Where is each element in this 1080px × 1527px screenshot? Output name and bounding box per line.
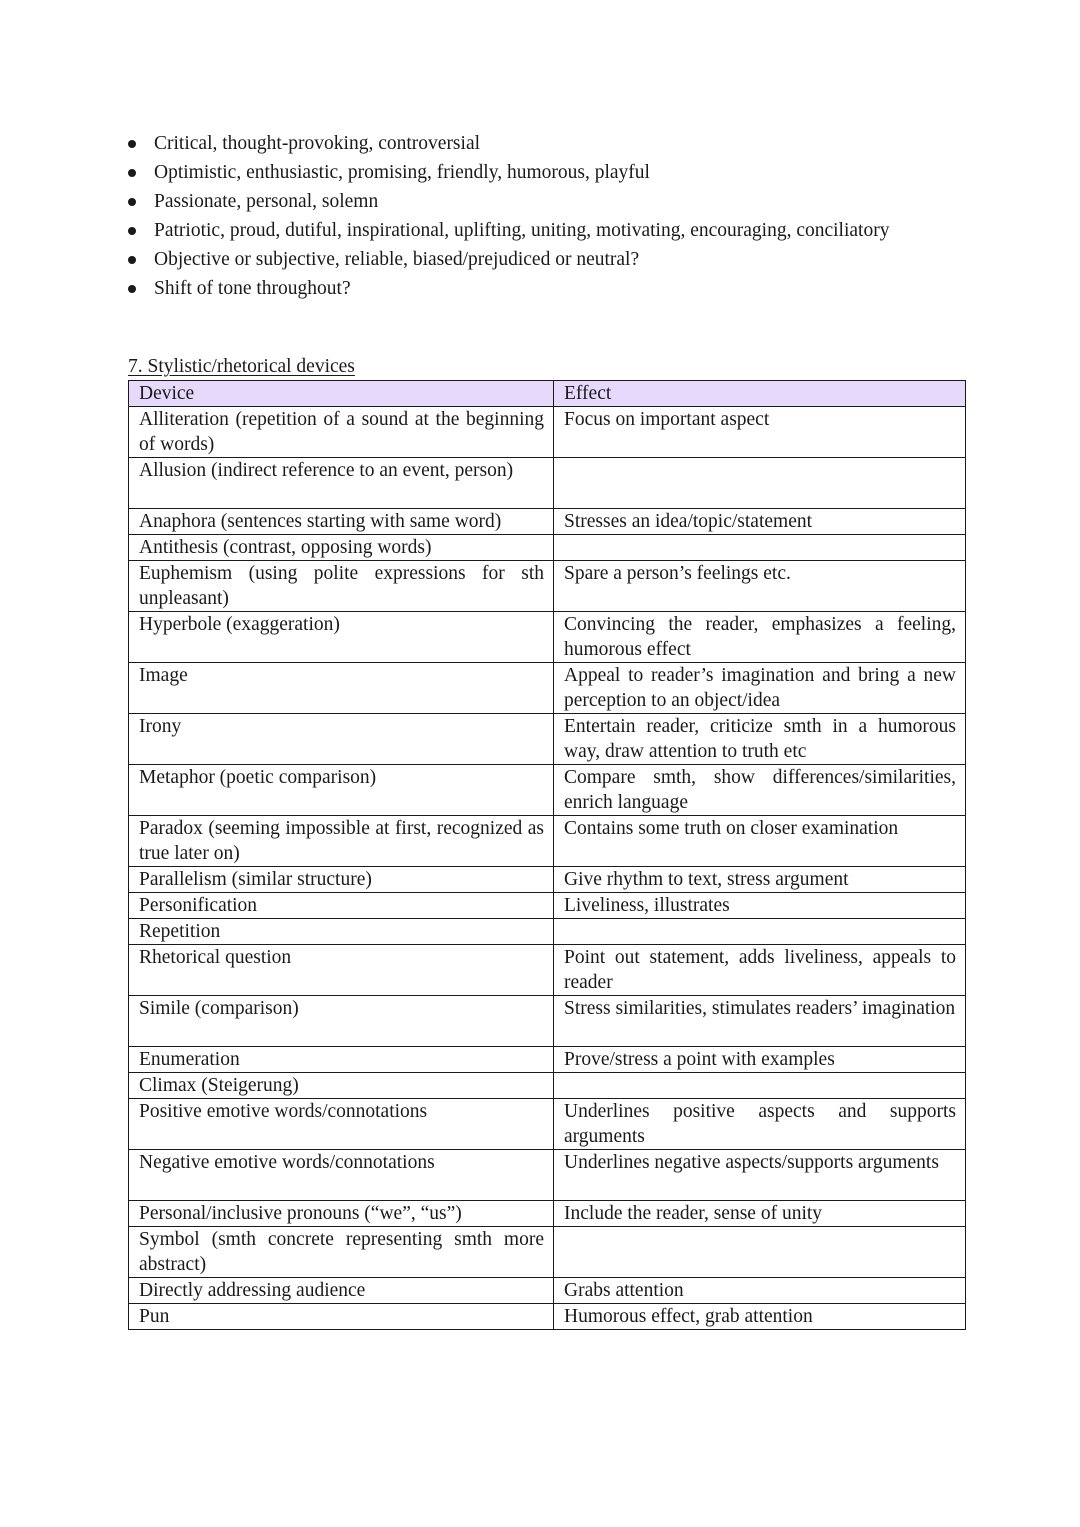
effect-cell (554, 1227, 966, 1278)
device-cell: Image (129, 663, 554, 714)
device-cell: Antithesis (contrast, opposing words) (129, 535, 554, 561)
effect-cell (554, 458, 966, 509)
effect-cell: Stress similarities, stimulates readers’ imagination (554, 996, 966, 1047)
table-row (129, 458, 966, 509)
header-device: Device (129, 381, 554, 407)
table-row (129, 714, 966, 765)
device-cell: Positive emotive words/connotations (129, 1099, 554, 1150)
table-row (129, 996, 966, 1047)
effect-cell (554, 535, 966, 561)
table-row (129, 816, 966, 867)
table-row (129, 663, 966, 714)
bullet-icon (128, 256, 136, 264)
table-row (129, 765, 966, 816)
bullet-icon (128, 227, 136, 235)
list-item: Shift of tone throughout? (128, 276, 954, 302)
effect-cell: Spare a person’s feelings etc. (554, 561, 966, 612)
list-item: Passionate, personal, solemn (128, 189, 954, 215)
table-row (129, 1278, 966, 1304)
table-row (129, 893, 966, 919)
effect-cell: Prove/stress a point with examples (554, 1047, 966, 1073)
effect-cell: Contains some truth on closer examination (554, 816, 966, 867)
effect-cell: Humorous effect, grab attention (554, 1304, 966, 1330)
device-cell: Euphemism (using polite expressions for sth unpleasant) (129, 561, 554, 612)
table-row (129, 407, 966, 458)
device-cell: Hyperbole (exaggeration) (129, 612, 554, 663)
device-cell: Paradox (seeming impossible at first, recognized as true later on) (129, 816, 554, 867)
effect-cell: Grabs attention (554, 1278, 966, 1304)
table-row (129, 1047, 966, 1073)
device-cell: Parallelism (similar structure) (129, 867, 554, 893)
effect-cell (554, 919, 966, 945)
table-row (129, 612, 966, 663)
list-item: Optimistic, enthusiastic, promising, friendly, humorous, playful (128, 160, 954, 186)
table-row (129, 919, 966, 945)
effect-cell: Liveliness, illustrates (554, 893, 966, 919)
effect-cell: Convincing the reader, emphasizes a feeling, humorous effect (554, 612, 966, 663)
device-cell: Rhetorical question (129, 945, 554, 996)
device-cell: Personification (129, 893, 554, 919)
bullet-icon (128, 140, 136, 148)
device-cell: Simile (comparison) (129, 996, 554, 1047)
effect-cell: Focus on important aspect (554, 407, 966, 458)
list-item: Objective or subjective, reliable, biased/prejudiced or neutral? (128, 247, 954, 273)
device-cell: Irony (129, 714, 554, 765)
table-row (129, 1227, 966, 1278)
table-row (129, 1150, 966, 1201)
effect-cell: Appeal to reader’s imagination and bring a new perception to an object/idea (554, 663, 966, 714)
effect-cell (554, 1073, 966, 1099)
table-header-row (129, 381, 966, 407)
table-row (129, 509, 966, 535)
bullet-icon (128, 285, 136, 293)
device-cell: Repetition (129, 919, 554, 945)
table-row (129, 945, 966, 996)
effect-cell: Entertain reader, criticize smth in a humorous way, draw attention to truth etc (554, 714, 966, 765)
effect-cell: Include the reader, sense of unity (554, 1201, 966, 1227)
device-cell: Climax (Steigerung) (129, 1073, 554, 1099)
device-cell: Metaphor (poetic comparison) (129, 765, 554, 816)
effect-cell: Point out statement, adds liveliness, appeals to reader (554, 945, 966, 996)
device-cell: Directly addressing audience (129, 1278, 554, 1304)
effect-cell: Underlines positive aspects and supports arguments (554, 1099, 966, 1150)
bullet-icon (128, 169, 136, 177)
effect-cell: Underlines negative aspects/supports arguments (554, 1150, 966, 1201)
device-cell: Allusion (indirect reference to an event, person) (129, 458, 554, 509)
device-cell: Pun (129, 1304, 554, 1330)
device-cell: Symbol (smth concrete representing smth more abstract) (129, 1227, 554, 1278)
device-cell: Enumeration (129, 1047, 554, 1073)
effect-cell: Give rhythm to text, stress argument (554, 867, 966, 893)
table-row (129, 1201, 966, 1227)
table-row (129, 561, 966, 612)
header-effect: Effect (554, 381, 966, 407)
device-cell: Anaphora (sentences starting with same word) (129, 509, 554, 535)
section-title: 7. Stylistic/rhetorical devices (128, 356, 355, 377)
table-row (129, 1304, 966, 1330)
list-item: Patriotic, proud, dutiful, inspirational, uplifting, uniting, motivating, encouraging, conciliatory (128, 218, 954, 244)
effect-cell: Stresses an idea/topic/statement (554, 509, 966, 535)
table-row (129, 1099, 966, 1150)
table-row (129, 535, 966, 561)
device-cell: Alliteration (repetition of a sound at the beginning of words) (129, 407, 554, 458)
table-row (129, 867, 966, 893)
effect-cell: Compare smth, show differences/similarities, enrich language (554, 765, 966, 816)
bullet-icon (128, 198, 136, 206)
list-item: Critical, thought-provoking, controversial (128, 131, 954, 157)
tone-bullet-list (128, 131, 954, 305)
device-cell: Personal/inclusive pronouns (“we”, “us”) (129, 1201, 554, 1227)
devices-table (128, 380, 966, 1330)
table-row (129, 1073, 966, 1099)
device-cell: Negative emotive words/connotations (129, 1150, 554, 1201)
